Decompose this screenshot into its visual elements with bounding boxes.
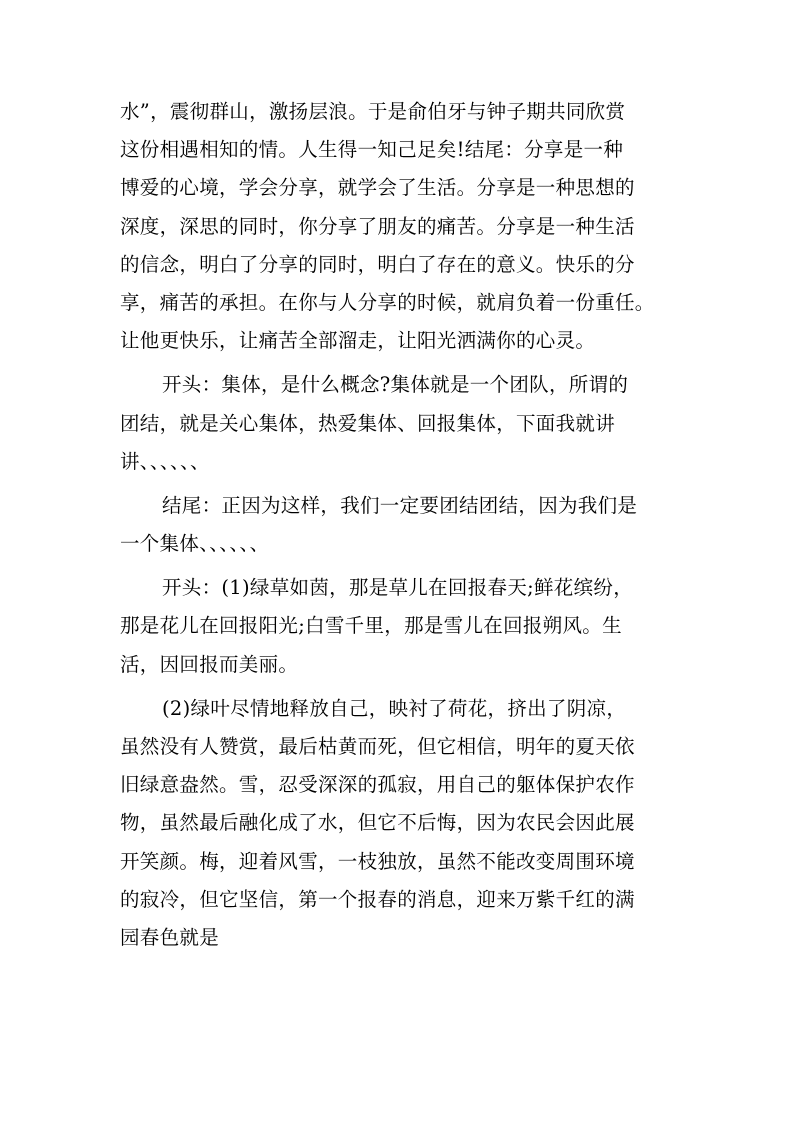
text-line: 的寂冷，但它坚信，第一个报春的消息，迎来万紫千红的满	[120, 887, 635, 911]
paragraph-repay-opening-2	[120, 690, 676, 957]
text-line: 的信念，明白了分享的同时，明白了存在的意义。快乐的分	[120, 252, 635, 276]
paragraph-sharing	[120, 93, 676, 360]
text-line: 结尾：正因为这样，我们一定要团结团结，因为我们是	[162, 493, 638, 517]
text-line: 团结，就是关心集体，热爱集体、回报集体，下面我就讲	[120, 411, 616, 435]
paragraph-collective-opening	[120, 366, 676, 481]
text-line: 那是花儿在回报阳光;白雪千里，那是雪儿在回报朔风。生	[120, 614, 622, 638]
text-line: 讲、、、、、、	[120, 449, 210, 473]
text-line: 开头：集体，是什么概念?集体就是一个团队，所谓的	[162, 373, 629, 397]
text-line: 享，痛苦的承担。在你与人分享的时候，就肩负着一份重任。	[120, 290, 655, 314]
text-line: 让他更快乐，让痛苦全部溜走，让阳光洒满你的心灵。	[120, 329, 596, 353]
text-line: 虽然没有人赞赏，最后枯黄而死，但它相信，明年的夏天依	[120, 735, 635, 758]
text-line: 开笑颜。梅，迎着风雪，一枝独放，虽然不能改变周围环境	[120, 849, 635, 873]
text-line: 开头：(1)绿草如茵，那是草儿在回报春天;鲜花缤纷，	[162, 576, 633, 600]
text-line: 博爱的心境，学会分享，就学会了生活。分享是一种思想的	[120, 176, 635, 200]
text-line: (2)绿叶尽情地释放自己，映衬了荷花，挤出了阴凉，	[162, 696, 627, 720]
text-line: 深度，深思的同时，你分享了朋友的痛苦。分享是一种生活	[120, 214, 635, 238]
text-line: 活，因回报而美丽。	[120, 652, 299, 676]
text-line: 这份相遇相知的情。人生得一知己足矣!结尾：分享是一种	[120, 138, 624, 162]
document-body	[120, 93, 676, 957]
text-line: 园春色就是	[120, 925, 220, 949]
text-line: 水”，震彻群山，激扬层浪。于是俞伯牙与钟子期共同欣赏	[120, 100, 626, 123]
paragraph-collective-ending	[120, 487, 676, 563]
text-line: 物，虽然最后融化成了水，但它不后悔，因为农民会因此展	[120, 811, 635, 835]
paragraph-repay-opening-1	[120, 569, 676, 684]
text-line: 一个集体、、、、、、	[120, 532, 270, 556]
text-line: 旧绿意盎然。雪，忍受深深的孤寂，用自己的躯体保护农作	[120, 773, 635, 797]
